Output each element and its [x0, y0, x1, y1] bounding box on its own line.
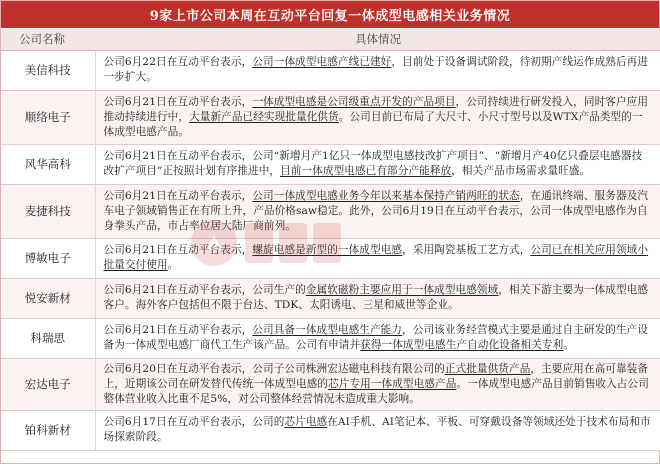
detail-segment: 。 [167, 259, 179, 271]
detail-text [95, 278, 660, 318]
table-row [1, 50, 660, 90]
detail-segment: ，主要应用在高可靠装备上，近期该公司在研发替代传统一体成型电感的 [103, 362, 649, 390]
detail-segment: 公司6月21日在互动平台表示， [103, 324, 253, 336]
detail-segment: 公司6月21日在互动平台表示，公司生产的 [103, 284, 306, 296]
highlighted-phrase: 芯片电感 [284, 416, 328, 428]
table-row [1, 238, 660, 278]
table-row [1, 358, 660, 410]
table-row [1, 184, 660, 238]
company-name: 铂科新材 [1, 410, 95, 450]
table-title: 9家上市公司本周在互动平台回复一体成型电感相关业务情况 [1, 1, 659, 29]
detail-segment: 公司6月21日在互动平台表示， [103, 95, 253, 108]
company-name: 顺络电子 [1, 90, 95, 144]
detail-text [95, 50, 660, 90]
highlighted-phrase: 正式批量供货产品 [444, 362, 531, 375]
table-row [1, 90, 660, 144]
highlighted-phrase: 螺旋电感是新型的一体成型电感 [252, 244, 403, 256]
detail-segment: ，公司该业务经营模式主要是通过自主研发的生产设备为一体成型电感厂商代工生产该产品。公司有申请并 [103, 324, 649, 351]
highlighted-phrase: 一体成型电感是公司级重点开发的产品项目 [252, 95, 456, 108]
header-row [1, 29, 660, 50]
highlighted-phrase: 公司一体成型电感业务今年以来基本保持产销两旺的状态 [252, 189, 520, 202]
detail-text [95, 184, 660, 238]
column-header-company: 公司名称 [1, 29, 95, 50]
company-name: 美信科技 [1, 50, 95, 90]
detail-segment: 公司6月20日在互动平台表示，公司子公司株洲宏达磁电科技有限公司的 [103, 362, 445, 375]
detail-segment: ，采用陶瓷基板工艺方式， [402, 244, 531, 256]
company-name: 麦捷科技 [1, 184, 95, 238]
table-row [1, 144, 660, 184]
detail-segment: ，公司持续进行研发投入，同时客户应用推动持续进行中， [103, 95, 649, 123]
detail-segment: 。公司目前已布局了大尺寸、小尺寸型号以及WTX产品类型的一体成型电感产品。 [103, 110, 643, 138]
table-row [1, 278, 660, 318]
detail-segment: 。 [563, 339, 575, 351]
highlighted-phrase: 公司已在相关应用领域小批量交付使用 [103, 244, 649, 271]
highlighted-phrase: 目前一体成型电感已有部分产能释放 [280, 165, 452, 177]
detail-segment: 公司6月21日在互动平台表示， [103, 244, 253, 256]
column-header-details: 具体情况 [95, 29, 660, 50]
detail-segment: ，相关产品市场需求量旺盛。 [451, 165, 591, 177]
detail-segment: ，在通讯终端、服务器及汽车电子领域销售正在有所上升，产品价格saw稳定。此外，公司6月19日在互动平台表示，公司一体成型电感作为自身拳头产品，市占率位居大陆厂商前列。 [103, 189, 649, 232]
table-row [1, 410, 660, 450]
highlighted-phrase: 大量新产品已经实现批量化供货 [189, 110, 339, 123]
company-name: 悦安新材 [1, 278, 95, 318]
table-row [1, 318, 660, 358]
company-table [1, 29, 660, 451]
company-name: 宏达电子 [1, 358, 95, 410]
detail-text [95, 144, 660, 184]
detail-text [95, 90, 660, 144]
highlighted-phrase: 公司一体成型电感产线已建好 [252, 56, 392, 68]
detail-segment: 公司6月21日在互动平台表示， [103, 189, 253, 202]
detail-segment: 公司6月22日在互动平台表示， [103, 56, 253, 68]
highlighted-phrase: 获得一体成型电感生产自动化设备相关专利 [360, 339, 564, 351]
highlighted-phrase: 公司具备一体成型电感生产能力 [252, 324, 403, 336]
highlighted-phrase: 金属软磁粉主要应用于一体成型电感领域 [305, 284, 499, 296]
highlighted-phrase: 芯片专用一体成型电感产品 [328, 377, 457, 390]
detail-text [95, 238, 660, 278]
company-name: 博敏电子 [1, 238, 95, 278]
detail-segment: 公司6月17日在互动平台表示，公司的 [103, 416, 285, 428]
detail-segment: 。一体成型电感产品目前销售收入占公司整体营业收入比重不足5%，对公司整体经营情况未造成重大影响。 [103, 377, 649, 405]
detail-segment: ，相关下游主要为一体成型电感客户。海外客户包括但不限于台达、TDK、太阳诱电、三星和威世等企业。 [103, 284, 649, 311]
detail-segment: 公司6月21日在互动平台表示，公司“新增月产1亿只一体成型电感技改扩产项目”、“新增月产40亿只叠层电感器技改扩产项目”正按照计划有序推进中， [103, 150, 643, 177]
detail-text [95, 358, 660, 410]
detail-segment: ，目前处于设备调试阶段，待初期产线运作成熟后再进一步扩大。 [103, 56, 649, 83]
detail-segment: 在AI手机、AI笔记本、平板、可穿戴设备等领域还处于技术布局和市场探索阶段。 [103, 416, 651, 443]
detail-text [95, 318, 660, 358]
company-name: 风华高科 [1, 144, 95, 184]
company-name: 科瑞思 [1, 318, 95, 358]
detail-text [95, 410, 660, 450]
